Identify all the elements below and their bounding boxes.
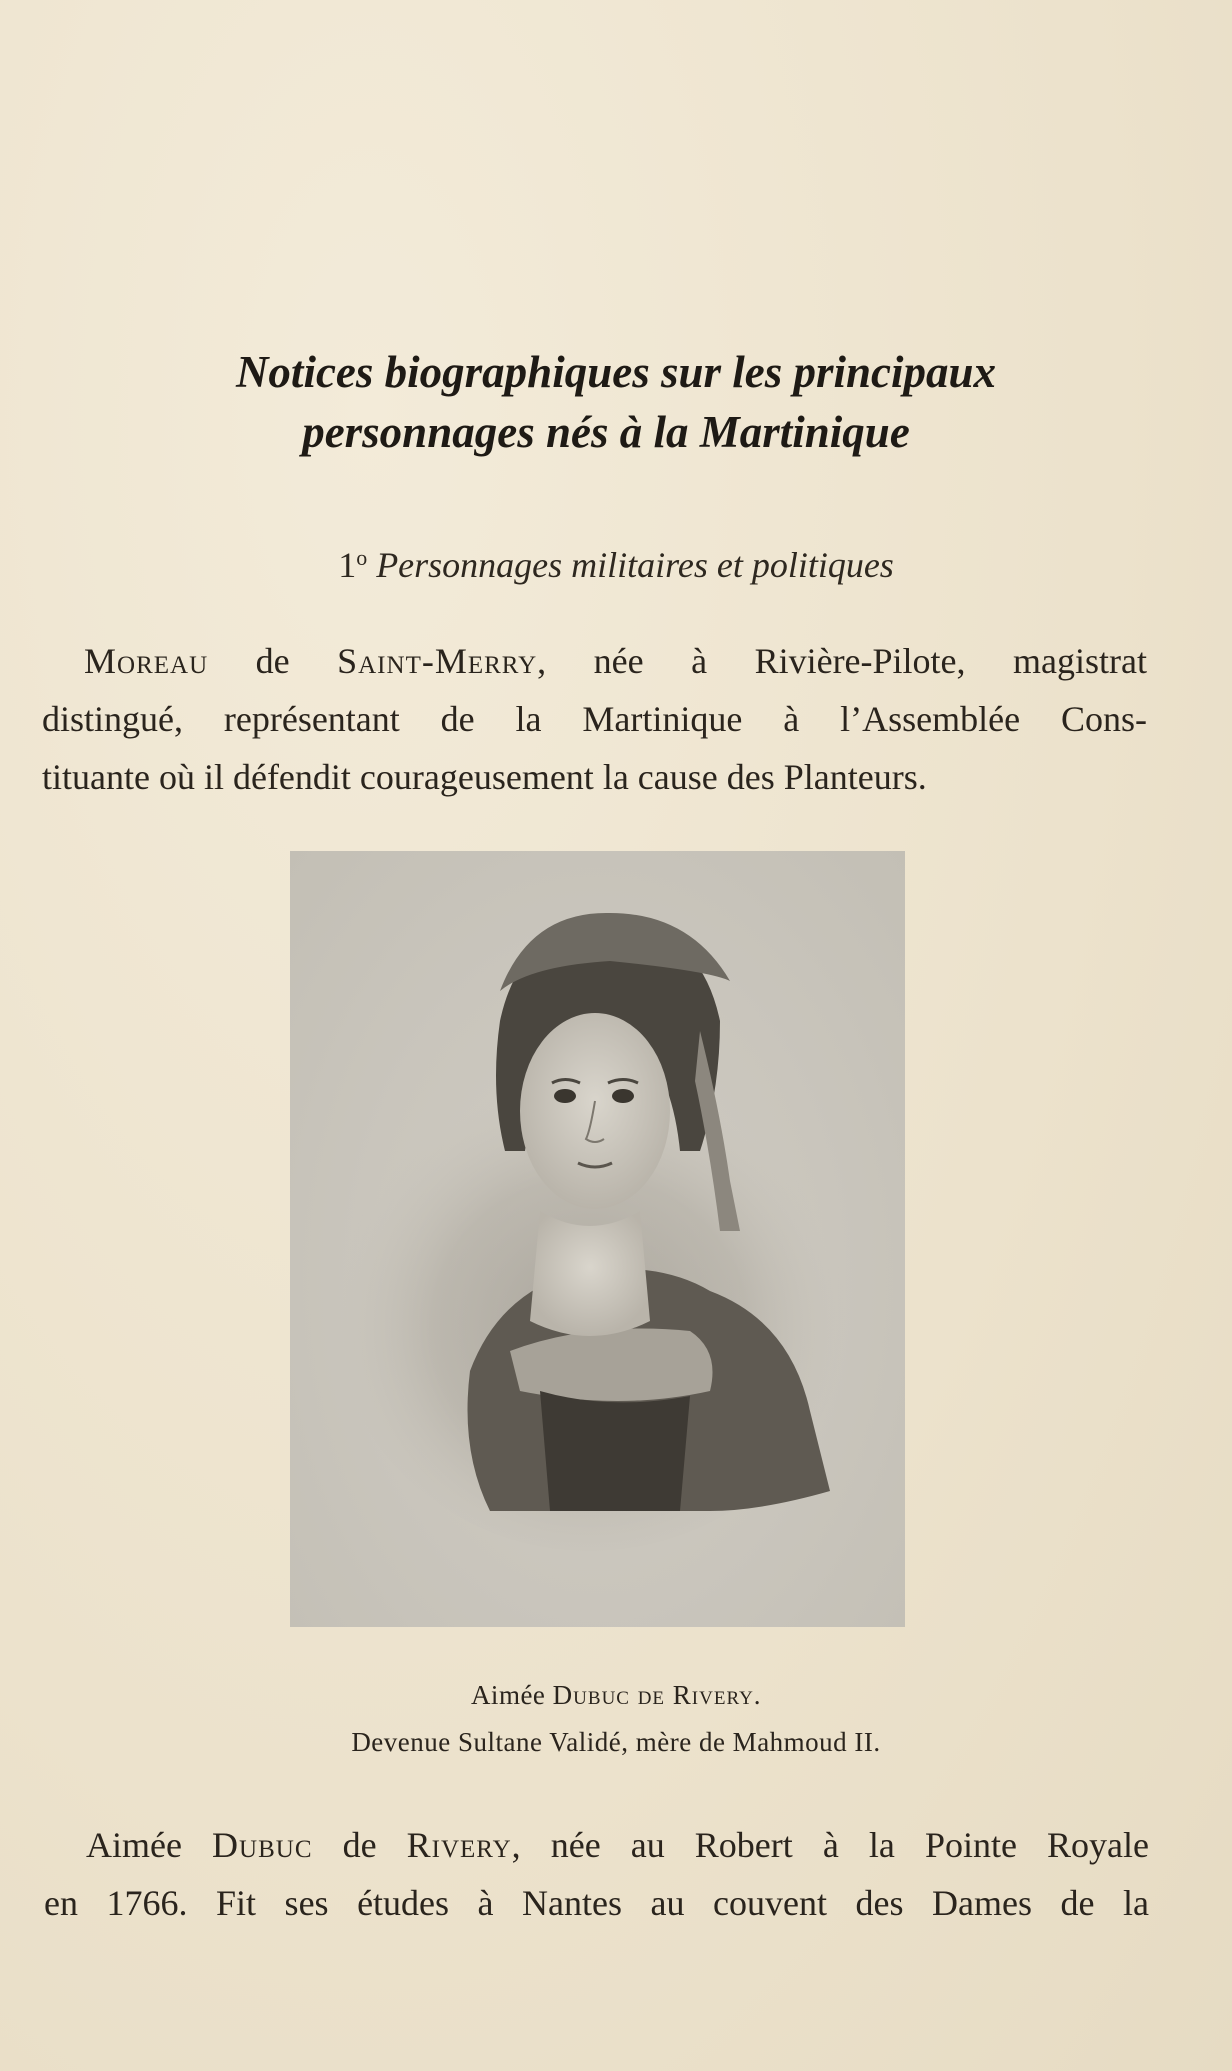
figure-caption-description: Devenue Sultane Validé, mère de Mahmoud II.	[351, 1727, 881, 1757]
paragraph-line: distingué, représentant de la Martinique à l’Assemblée Cons-	[42, 699, 1147, 739]
paragraph-line: Moreau de Saint-Merry, née à Rivière-Pilote, magistrat	[84, 641, 1147, 681]
paragraph-moreau	[42, 632, 1147, 806]
paragraph-line: en 1766. Fit ses études à Nantes au couvent des Dames de la	[44, 1883, 1149, 1923]
section-number: 1$^o$	[338, 545, 368, 585]
paragraph-dubuc	[44, 1816, 1149, 1932]
figure-caption-name: Aimée Dubuc de Rivery.	[470, 1680, 762, 1710]
heading-line-2: personnages nés à la Martinique	[302, 407, 910, 457]
section-title: Personnages militaires et politiques	[376, 545, 894, 585]
heading-line-1: Notices biographiques sur les principaux	[235, 347, 997, 397]
paragraph-line: tituante où il défendit courageusement la cause des Planteurs.	[42, 757, 927, 797]
paragraph-line: Aimée Dubuc de Rivery, née au Robert à la Pointe Royale	[86, 1825, 1149, 1865]
section-heading	[0, 535, 1232, 588]
portrait-engraving-icon	[290, 851, 905, 1627]
